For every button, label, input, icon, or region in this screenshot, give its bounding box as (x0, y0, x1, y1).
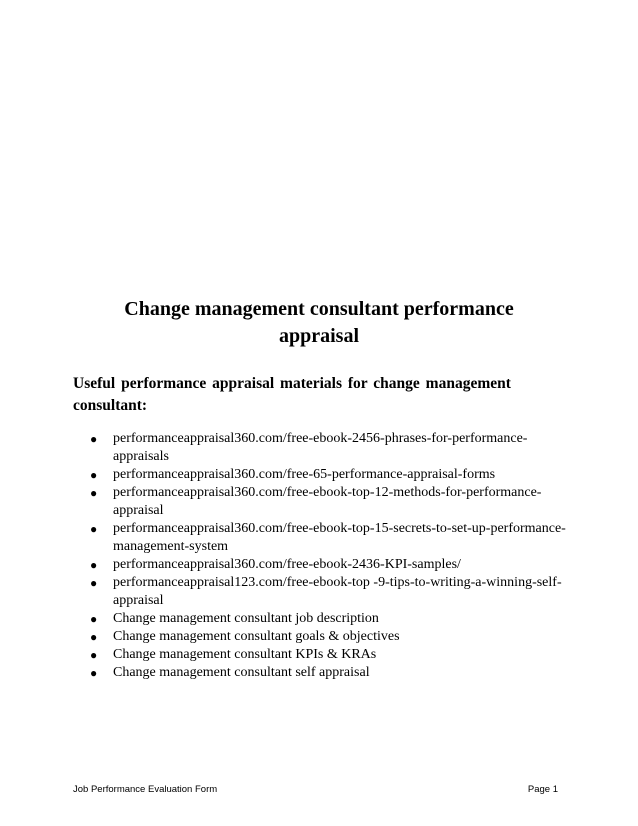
list-item[interactable] (90, 484, 570, 520)
bullet-icon: ● (90, 558, 98, 572)
bullet-icon: ● (90, 468, 98, 482)
bullet-icon: ● (90, 630, 98, 644)
bullet-icon: ● (90, 486, 98, 500)
resource-list (90, 430, 570, 682)
list-item[interactable] (90, 574, 570, 610)
list-item (90, 664, 570, 682)
list-item-text[interactable]: performanceappraisal360.com/free-ebook-2436-KPI-samples/ (113, 557, 461, 572)
footer-page-number: Page 1 (527, 784, 558, 795)
bullet-icon: ● (90, 522, 98, 536)
list-item-text[interactable]: performanceappraisal123.com/free-ebook-top -9-tips-to-writing-a-winning-self-appraisal (113, 575, 562, 608)
document-subtitle: Useful performance appraisal materials for change management consultant: (73, 375, 511, 414)
list-item (90, 646, 570, 664)
list-item (90, 610, 570, 628)
bullet-icon: ● (90, 432, 98, 446)
bullet-icon: ● (90, 648, 98, 662)
list-item[interactable] (90, 466, 570, 484)
list-item-text[interactable]: performanceappraisal360.com/free-65-performance-appraisal-forms (113, 467, 496, 482)
list-item-text: Change management consultant KPIs & KRAs (113, 647, 377, 662)
bullet-icon: ● (90, 666, 98, 680)
list-item-text: Change management consultant job description (113, 611, 379, 626)
bullet-icon: ● (90, 576, 98, 590)
list-item-text: Change management consultant self appraisal (113, 665, 370, 680)
list-item[interactable] (90, 520, 570, 556)
list-item[interactable] (90, 430, 570, 466)
list-item-text[interactable]: performanceappraisal360.com/free-ebook-top-15-secrets-to-set-up-performance-management-system (113, 521, 566, 554)
footer-form-name: Job Performance Evaluation Form (73, 784, 218, 795)
bullet-icon: ● (90, 612, 98, 626)
list-item[interactable] (90, 556, 570, 574)
list-item-text: Change management consultant goals & objectives (113, 629, 400, 644)
list-item (90, 628, 570, 646)
document-title: Change management consultant performance appraisal (124, 298, 514, 347)
list-item-text[interactable]: performanceappraisal360.com/free-ebook-top-12-methods-for-performance-appraisal (113, 485, 542, 518)
list-item-text[interactable]: performanceappraisal360.com/free-ebook-2456-phrases-for-performance-appraisals (113, 431, 528, 464)
